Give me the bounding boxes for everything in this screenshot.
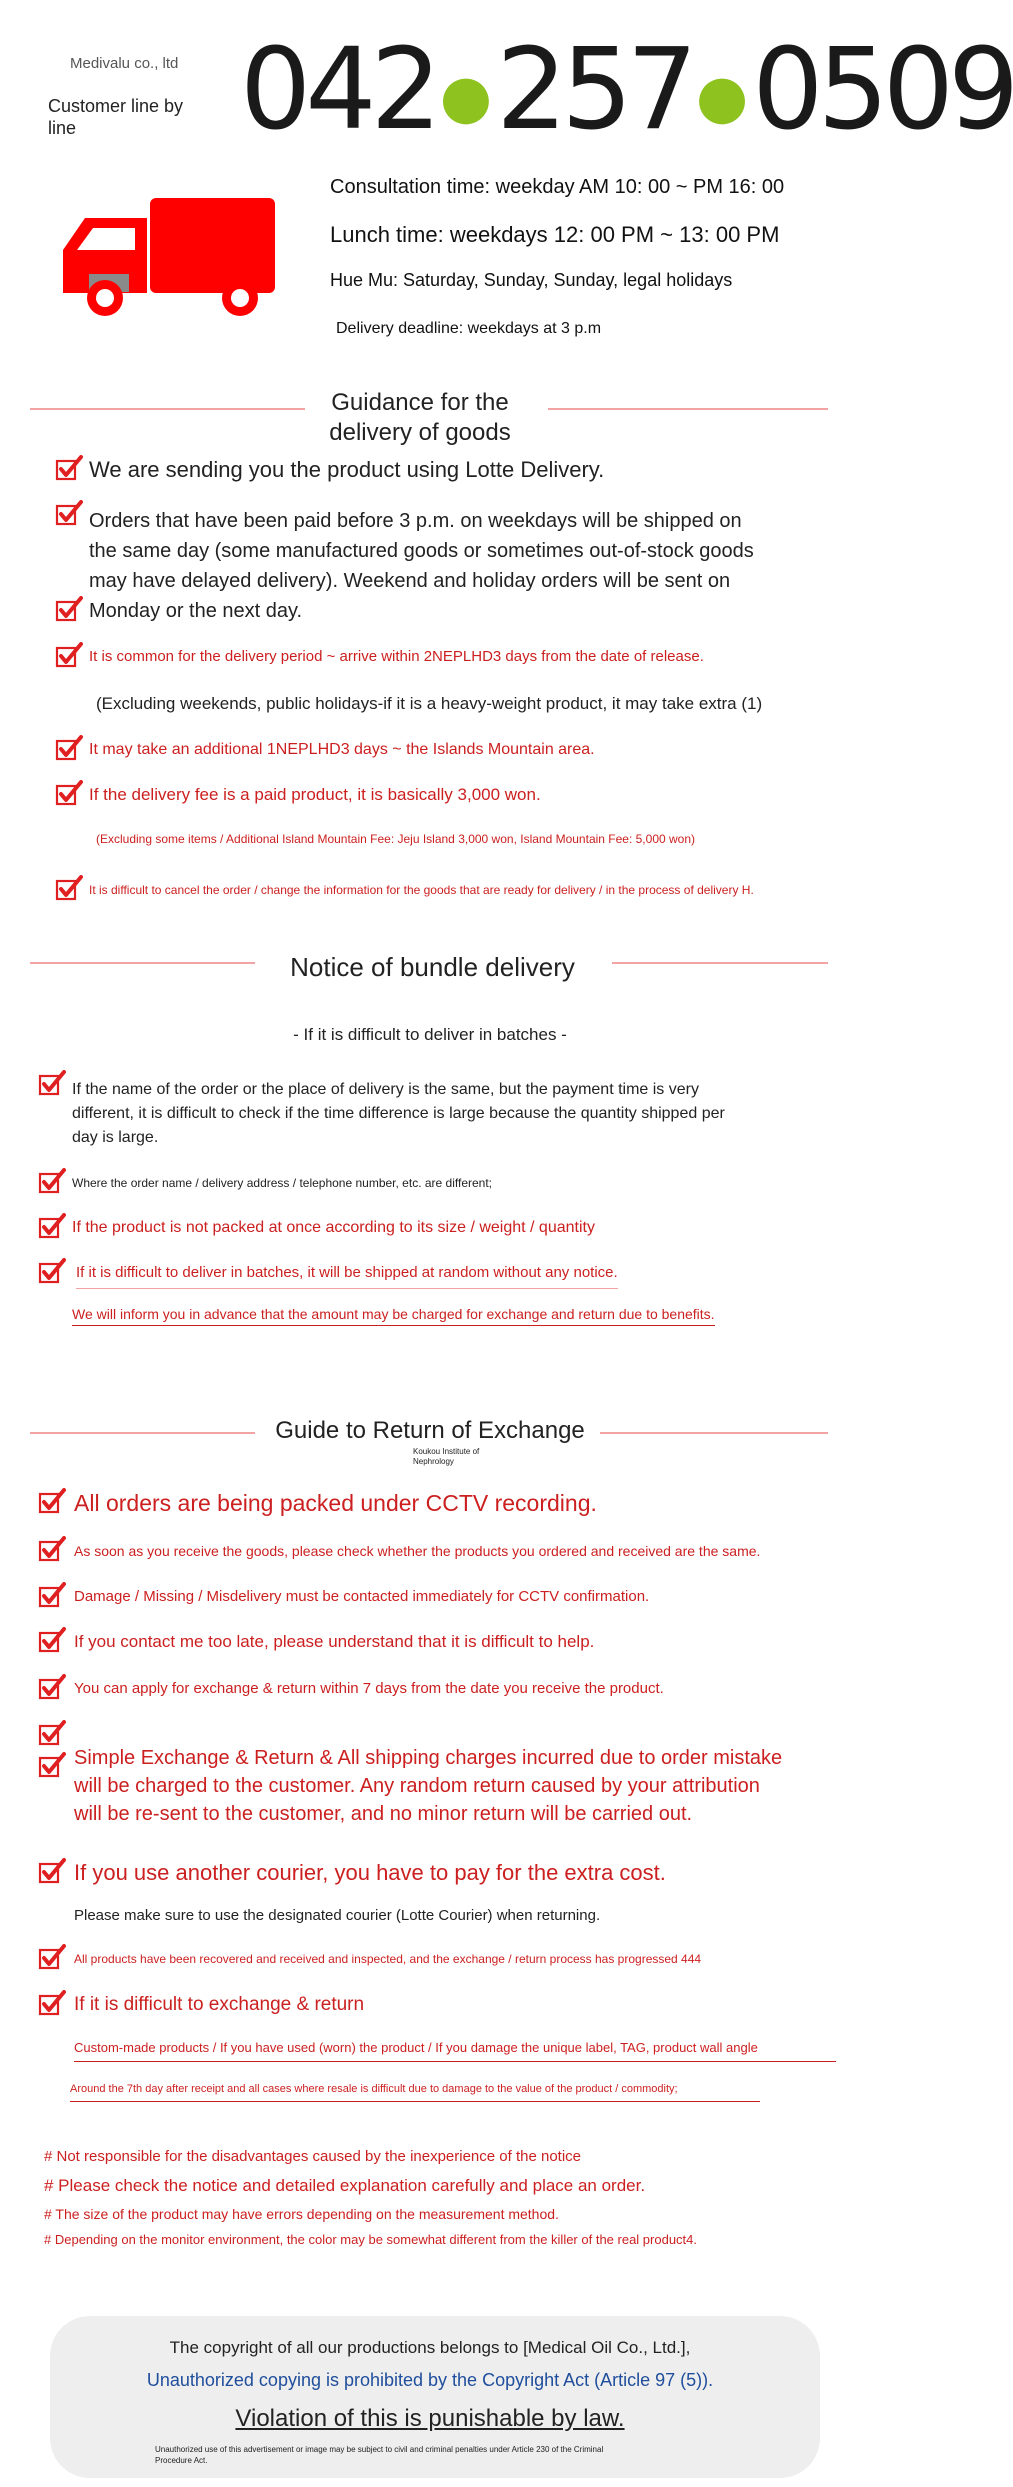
- checkbox-icon: [55, 735, 83, 761]
- divider-right: [600, 1432, 828, 1434]
- phone-part-2: 257: [496, 25, 692, 155]
- checkbox-icon: [38, 1488, 66, 1514]
- delivery-item-4: It is common for the delivery period ~ arrive within 2NEPLHD3 days from the date of release.: [55, 642, 704, 672]
- fine-print: Unauthorized use of this advertisement or image may be subject to civil and criminal penalties under Article 230 of the Criminal Procedure Act.: [155, 2445, 604, 2465]
- returns-item-2: As soon as you receive the goods, please check whether the products you ordered and received are the same.: [38, 1536, 760, 1566]
- checkbox-icon: [38, 1990, 66, 2016]
- returns-item-1: All orders are being packed under CCTV recording.: [38, 1488, 597, 1518]
- bundle-item-1: If the name of the order or the place of delivery is the same, but the payment time is very different, it is difficult to check if the time difference is large because the quantity shipped per day is large.: [38, 1070, 725, 1150]
- returns-note-1: Please make sure to use the designated courier (Lotte Courier) when returning.: [74, 1907, 601, 1924]
- checkbox-icon: [55, 780, 83, 806]
- divider-right: [548, 408, 828, 410]
- copyright-text: The copyright of all our productions belongs to [Medical Oil Co., Ltd.],: [169, 2338, 691, 2357]
- hash-note-3: # The size of the product may have errors depending on the measurement method.: [44, 2206, 559, 2222]
- divider-left: [30, 1432, 255, 1434]
- hash-note-2: # Please check the notice and detailed explanation carefully and place an order.: [44, 2176, 646, 2195]
- bundle-note: We will inform you in advance that the amount may be charged for exchange and return due to benefits.: [72, 1306, 715, 1326]
- phone-number[interactable]: [240, 25, 1013, 157]
- returns-note-3: Around the 7th day after receipt and all cases where resale is difficult due to damage to the value of the product / commodity;: [70, 2083, 760, 2102]
- returns-item-3: Damage / Missing / Misdelivery must be contacted immediately for CCTV confirmation.: [38, 1582, 649, 1612]
- unauthorized-text: Unauthorized copying is prohibited by the Copyright Act (Article 97 (5)).: [146, 2370, 714, 2390]
- divider-left: [30, 962, 255, 964]
- returns-item-7: If you use another courier, you have to pay for the extra cost.: [38, 1858, 666, 1888]
- lunch-time: Lunch time: weekdays 12: 00 PM ~ 13: 00 PM: [330, 222, 780, 247]
- delivery-note-2: (Excluding some items / Additional Island Mountain Fee: Jeju Island 3,000 won, Island Mountain Fee: 5,000 won): [96, 832, 696, 846]
- small-label: Koukou Institute of Nephrology: [413, 1447, 480, 1466]
- returns-item-5: You can apply for exchange & return within 7 days from the date you receive the product.: [38, 1674, 664, 1704]
- delivery-item-6: If the delivery fee is a paid product, it is basically 3,000 won.: [55, 780, 541, 810]
- checkbox-icon: [55, 596, 83, 622]
- returns-section-title: Guide to Return of Exchange: [275, 1417, 585, 1444]
- violation-text: Violation of this is punishable by law.: [235, 2405, 625, 2432]
- divider-left: [30, 408, 305, 410]
- checkbox-icon: [55, 642, 83, 668]
- checkbox-icon: [38, 1582, 66, 1608]
- hash-note-4: # Depending on the monitor environment, the color may be somewhat different from the killer of the real product4.: [44, 2232, 698, 2247]
- checkbox-icon: [38, 1213, 66, 1239]
- returns-item-9: If it is difficult to exchange & return: [38, 1990, 364, 2020]
- hash-note-1: # Not responsible for the disadvantages caused by the inexperience of the notice: [44, 2148, 582, 2165]
- checkbox-icon: [55, 875, 83, 901]
- returns-item-8: All products have been recovered and received and inspected, and the exchange / return process has progressed 444: [38, 1944, 701, 1974]
- checkbox-icon: [38, 1752, 66, 1778]
- company-name: Medivalu co., ltd: [70, 55, 179, 72]
- consultation-time: Consultation time: weekday AM 10: 00 ~ PM 16: 00: [330, 176, 785, 198]
- delivery-item-7: It is difficult to cancel the order / change the information for the goods that are ready for delivery / in the process of delivery H.: [55, 875, 754, 905]
- bundle-section-title: Notice of bundle delivery: [290, 952, 575, 982]
- delivery-item-1: We are sending you the product using Lotte Delivery.: [55, 455, 604, 485]
- delivery-deadline: Delivery deadline: weekdays at 3 p.m: [336, 320, 602, 337]
- checkbox-icon: [38, 1070, 66, 1096]
- phone-part-1: 042: [240, 25, 436, 155]
- returns-note-2: Custom-made products / If you have used (worn) the product / If you damage the unique label, TAG, product wall angle: [74, 2040, 836, 2062]
- holiday-info: Hue Mu: Saturday, Sunday, Sunday, legal holidays: [330, 270, 733, 290]
- delivery-item-5: It may take an additional 1NEPLHD3 days ~ the Islands Mountain area.: [55, 735, 595, 765]
- truck-icon: [55, 190, 285, 320]
- delivery-item-2: Orders that have been paid before 3 p.m. on weekdays will be shipped on the same day (some manufactured goods or sometimes out-of-stock goods may have delayed delivery). Weekend and holiday orders will be sent on: [55, 500, 754, 596]
- checkbox-icon: [38, 1258, 66, 1284]
- checkbox-icon: [38, 1720, 66, 1746]
- phone-dot-1: ●: [439, 62, 493, 133]
- bundle-item-4: If it is difficult to deliver in batches, it will be shipped at random without any notice.: [38, 1258, 618, 1289]
- checkbox-icon: [38, 1944, 66, 1970]
- bundle-subtitle: - If it is difficult to deliver in batches -: [293, 1025, 567, 1044]
- phone-part-3: 0509: [752, 25, 1013, 155]
- checkbox-icon: [55, 455, 83, 481]
- bundle-item-2: Where the order name / delivery address / telephone number, etc. are different;: [38, 1168, 492, 1198]
- checkbox-icon: [38, 1627, 66, 1653]
- delivery-item-3: Monday or the next day.: [55, 596, 302, 626]
- phone-dot-2: ●: [695, 62, 749, 133]
- bundle-item-3: If the product is not packed at once according to its size / weight / quantity: [38, 1213, 595, 1243]
- returns-item-4: If you contact me too late, please understand that it is difficult to help.: [38, 1627, 594, 1657]
- divider-right: [612, 962, 828, 964]
- delivery-section-title: Guidance for the delivery of goods: [329, 389, 511, 446]
- checkbox-icon: [38, 1674, 66, 1700]
- customer-line-label: Customer line by line: [48, 96, 184, 138]
- checkbox-icon: [55, 500, 83, 526]
- delivery-note-1: (Excluding weekends, public holidays-if it is a heavy-weight product, it may take extra (1): [96, 694, 763, 713]
- checkbox-icon: [38, 1536, 66, 1562]
- checkbox-icon: [38, 1858, 66, 1884]
- returns-item-6: Simple Exchange & Return & All shipping charges incurred due to order mistake will be charged to the customer. Any random return caused by your attribution will be re-sent to the customer, and no minor return will be carried out.: [38, 1720, 782, 1828]
- checkbox-icon: [38, 1168, 66, 1194]
